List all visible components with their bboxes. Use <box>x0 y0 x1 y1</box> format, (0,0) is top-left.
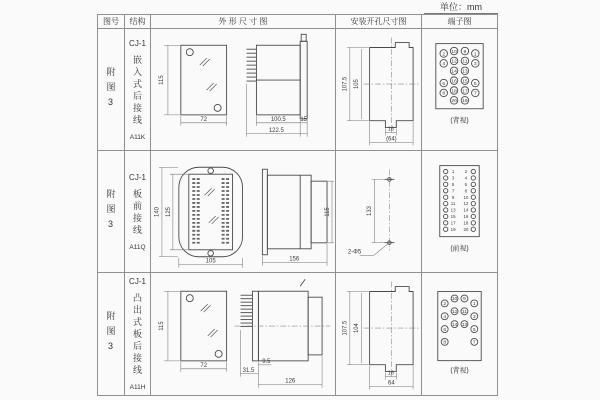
terminal-number: 20 <box>463 226 469 232</box>
terminal-number: 7 <box>451 187 455 193</box>
structure-code: A11Q <box>129 243 146 251</box>
terminal-number: 17 <box>450 219 456 225</box>
row3-install-cell <box>336 273 422 396</box>
dim-label: 16 <box>387 370 394 377</box>
row1-terminal-cell <box>422 29 498 151</box>
figure-no: 附图3 <box>105 188 116 235</box>
structure-desc: 凸出式板后接线 <box>132 293 142 377</box>
terminal-number: 3 <box>472 315 476 321</box>
terminal-number: 14 <box>451 69 457 75</box>
terminal-number: 10 <box>451 49 457 55</box>
dim-label: 115 <box>325 206 332 217</box>
terminal-number: 1 <box>451 168 455 174</box>
terminal-number: 2 <box>442 51 446 57</box>
terminal-number: 13 <box>462 69 468 75</box>
dim-label: 100.5 <box>270 116 286 123</box>
terminal-number: 12 <box>463 200 469 206</box>
dim-label: 104 <box>354 323 361 334</box>
terminal-view-label: (前视) <box>450 244 469 252</box>
terminal-number: 19 <box>462 98 468 104</box>
terminal-number: 11 <box>462 59 468 65</box>
structure-code: A11H <box>129 384 146 391</box>
dim-label: 72 <box>200 116 208 123</box>
structure-model: CJ-1 <box>129 277 146 286</box>
terminal-number: 11 <box>450 200 456 206</box>
terminal-number: 2 <box>443 302 447 308</box>
dim-label: 115 <box>158 74 165 85</box>
row2-structure-cell <box>125 151 151 273</box>
header-mounting-hole-dimensions: 安装开孔尺寸图 <box>336 15 422 29</box>
terminal-number: 8 <box>443 340 447 346</box>
header-outline-dimensions: 外 形 尺 寸 图 <box>151 15 336 29</box>
dim-label: 105 <box>205 258 216 265</box>
dim-label: 64 <box>388 380 395 387</box>
dimension-table <box>97 14 498 396</box>
dim-label: 72 <box>200 362 208 369</box>
structure-model: CJ-1 <box>129 172 146 182</box>
terminal-number: 1 <box>472 302 476 308</box>
row1-structure-cell <box>125 29 151 151</box>
dim-label: 107.5 <box>342 76 349 91</box>
terminal-number: 13 <box>450 207 456 213</box>
row2-install-cell <box>336 151 422 273</box>
terminal-number: 19 <box>450 226 456 232</box>
dim-label: 16 <box>387 126 394 133</box>
terminal-number: 3 <box>451 175 455 181</box>
row2-terminal-cell <box>422 151 498 273</box>
terminal-view-label: (背视) <box>450 117 469 125</box>
row3-figure-no-cell <box>98 273 125 396</box>
terminal-number: 5 <box>473 81 477 87</box>
terminal-number: 7 <box>473 91 477 97</box>
row2-install-drawing <box>336 151 421 273</box>
dim-label: 125 <box>165 206 172 217</box>
terminal-number: 4 <box>443 315 447 321</box>
terminal-number: 18 <box>451 88 457 94</box>
dim-label: 15 <box>300 116 307 123</box>
dim-label: 31.5 <box>242 367 255 374</box>
terminal-number: 9 <box>463 49 467 55</box>
structure-model: CJ-1 <box>129 38 146 48</box>
dim-label: 105 <box>354 78 361 89</box>
front-view <box>159 291 227 372</box>
terminal-number: 11 <box>461 310 467 316</box>
terminal-number: 6 <box>443 327 447 333</box>
dim-label: 156 <box>289 256 300 263</box>
terminal-number: 5 <box>451 181 455 187</box>
front-view <box>159 45 227 126</box>
terminal-number: 5 <box>472 327 476 333</box>
dim-label: 122.5 <box>268 127 284 134</box>
terminal-number: 10 <box>463 194 469 200</box>
row1-install-cell <box>336 29 422 151</box>
structure-code: A11K <box>129 133 146 141</box>
figure-no: 附图3 <box>105 311 116 357</box>
row1-outline-drawing <box>151 29 335 151</box>
header-figure-no: 图号 <box>98 15 125 29</box>
row2-outline-cell <box>151 151 336 273</box>
terminal-number: 12 <box>451 59 457 65</box>
row2-outline-drawing <box>151 151 335 273</box>
terminal-number: 14 <box>463 207 469 213</box>
row2-terminal-drawing <box>422 151 497 273</box>
dim-label: 133 <box>367 205 374 216</box>
dim-label: 126 <box>285 378 296 385</box>
terminal-number: 18 <box>463 219 469 225</box>
row1-terminal-drawing <box>422 29 497 151</box>
row1-figure-no-cell <box>98 29 125 151</box>
dim-label: 115 <box>158 321 165 331</box>
terminal-number: 9 <box>463 297 466 303</box>
dim-label: 140 <box>154 206 161 217</box>
dim-label: (64) <box>386 135 397 142</box>
side-view <box>262 169 334 265</box>
row3-terminal-cell <box>422 273 498 396</box>
terminal-number: 20 <box>451 98 457 104</box>
front-view <box>154 167 242 267</box>
side-view <box>246 34 307 136</box>
row2-figure-no-cell <box>98 151 125 273</box>
terminal-number: 1 <box>473 51 477 57</box>
terminal-number: 4 <box>442 61 446 67</box>
header-structure: 结构 <box>125 15 151 29</box>
terminal-number: 6 <box>464 181 468 187</box>
terminal-number: 15 <box>462 78 468 84</box>
structure-desc: 嵌入式后接线 <box>132 54 142 127</box>
terminal-number: 7 <box>472 340 476 346</box>
terminal-number: 10 <box>451 297 458 303</box>
row1-install-drawing <box>336 29 421 151</box>
terminal-number: 6 <box>442 81 446 87</box>
terminal-number: 16 <box>463 213 469 219</box>
dim-label: 9.5 <box>262 358 271 365</box>
terminal-number: 16 <box>451 78 457 84</box>
row3-outline-cell <box>151 273 336 396</box>
terminal-view-label: (背视) <box>450 367 469 375</box>
terminal-number: 12 <box>451 310 458 316</box>
terminal-number: 2 <box>464 168 468 174</box>
figure-no: 附图3 <box>105 66 116 113</box>
dim-label: 107.5 <box>342 320 349 336</box>
terminal-number: 17 <box>462 88 468 94</box>
terminal-number: 8 <box>464 187 468 193</box>
terminal-number: 14 <box>451 322 458 328</box>
header-terminal-diagram: 端子图 <box>422 15 498 29</box>
terminal-number: 4 <box>464 175 468 181</box>
terminal-number: 15 <box>450 213 456 219</box>
side-view <box>235 279 330 387</box>
terminal-number: 13 <box>461 322 468 328</box>
hole-spec-label: 2-Φ5 <box>347 249 362 256</box>
terminal-number: 3 <box>473 61 477 67</box>
row3-structure-cell <box>125 273 151 396</box>
row3-outline-drawing <box>151 273 335 395</box>
unit-note: 单位：mm <box>424 1 498 14</box>
structure-desc: 板前接线 <box>132 188 142 237</box>
terminal-number: 8 <box>442 91 446 97</box>
row1-outline-cell <box>151 29 336 151</box>
row3-terminal-drawing <box>422 273 497 395</box>
terminal-number: 9 <box>451 194 455 200</box>
row3-install-drawing <box>336 273 421 395</box>
